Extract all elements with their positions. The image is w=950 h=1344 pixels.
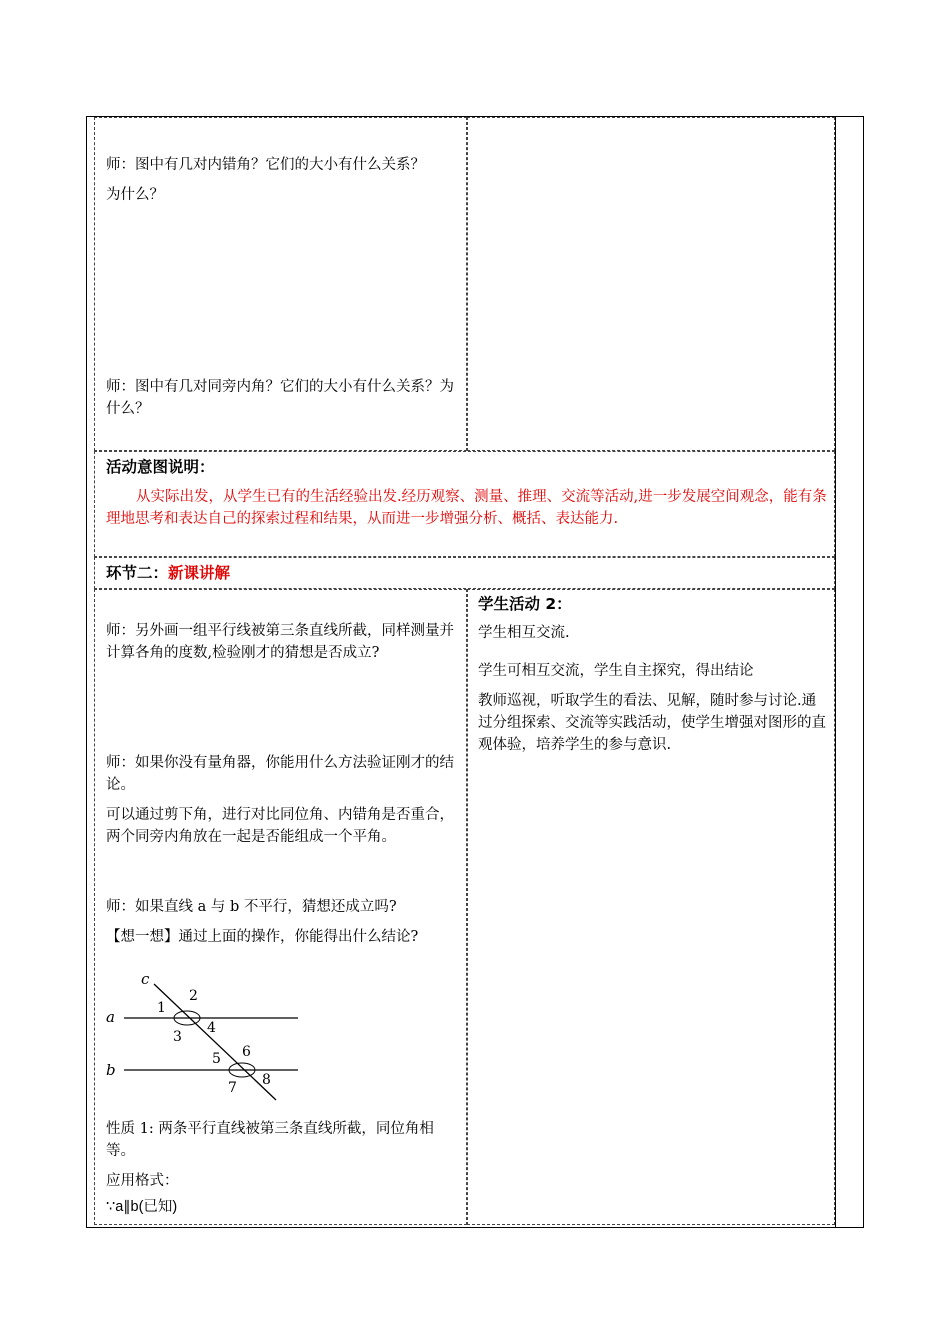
angle-6: 6 xyxy=(242,1044,251,1060)
frame-right-rule xyxy=(835,116,836,1228)
property-1-text: 性质 1: 两条平行直线被第三条直线所截，同位角相等。 xyxy=(106,1121,434,1159)
angle-5: 5 xyxy=(212,1051,221,1067)
question-alternate-angles: 师：图中有几对内错角？它们的大小有什么关系？ xyxy=(106,157,425,173)
teacher-patrol-text: 教师巡视，听取学生的看法、见解，随时参与讨论.通过分组探索、交流等实践活动，使学生增强对图形的直观体验，培养学生的参与意识. xyxy=(478,693,826,753)
given-statement: ∵a∥b(已知) xyxy=(106,1199,178,1215)
question-why: 为什么？ xyxy=(106,187,164,203)
cut-angles-text: 可以通过剪下角，进行对比同位角、内错角是否重合，两个同旁内角放在一起是否能组成一个平角。 xyxy=(106,807,454,845)
label-c: c xyxy=(141,970,150,988)
question-interior-angles: 师：图中有几对同旁内角？它们的大小有什么关系？为什么？ xyxy=(106,379,454,417)
angle-1: 1 xyxy=(157,1000,166,1016)
angle-2: 2 xyxy=(189,988,198,1004)
no-protractor-text: 师：如果你没有量角器，你能用什么方法验证刚才的结论。 xyxy=(106,755,454,793)
section2-left-block-4 xyxy=(106,1118,458,1226)
label-b: b xyxy=(106,1061,116,1079)
think-text: 【想一想】通过上面的操作，你能得出什么结论? xyxy=(106,929,419,945)
parallel-lines-figure xyxy=(100,970,310,1105)
intent-title: 活动意图说明： xyxy=(106,458,215,476)
section1-right-cell xyxy=(467,117,835,451)
angle-4: 4 xyxy=(207,1020,216,1036)
stage2-title: 新课讲解 xyxy=(168,564,231,582)
label-a: a xyxy=(106,1008,115,1026)
intent-body: 从实际出发，从学生已有的生活经验出发.经历观察、测量、推理、交流等活动,进一步发展空间观念，能有条理地思考和表达自己的探索过程和结果，从而进一步增强分析、概括、表达能力. xyxy=(106,489,827,527)
application-format-text: 应用格式： xyxy=(106,1173,179,1189)
stage2-label: 环节二： xyxy=(106,564,169,582)
section1-left-text-2 xyxy=(106,376,458,428)
not-parallel-text: 师：如果直线 a 与 b 不平行，猜想还成立吗? xyxy=(106,899,397,915)
angle-8: 8 xyxy=(262,1072,271,1088)
student-activity-title: 学生活动 2： xyxy=(478,595,572,613)
section2-left-block-1 xyxy=(106,620,458,672)
section2-right-text xyxy=(478,622,828,764)
angle-3: 3 xyxy=(173,1029,182,1045)
section2-left-block-2 xyxy=(106,752,458,856)
students-exchange-text: 学生相互交流. xyxy=(478,625,570,641)
stage2-heading xyxy=(106,562,230,584)
verify-conjecture-text: 师：另外画一组平行线被第三条直线所截，同样测量并计算各角的度数,检验刚才的猜想是否成立? xyxy=(106,623,454,661)
students-explore-text: 学生可相互交流，学生自主探究，得出结论 xyxy=(478,663,754,679)
angle-7: 7 xyxy=(228,1080,237,1096)
section2-left-block-3 xyxy=(106,896,458,956)
section1-left-text xyxy=(106,154,458,214)
